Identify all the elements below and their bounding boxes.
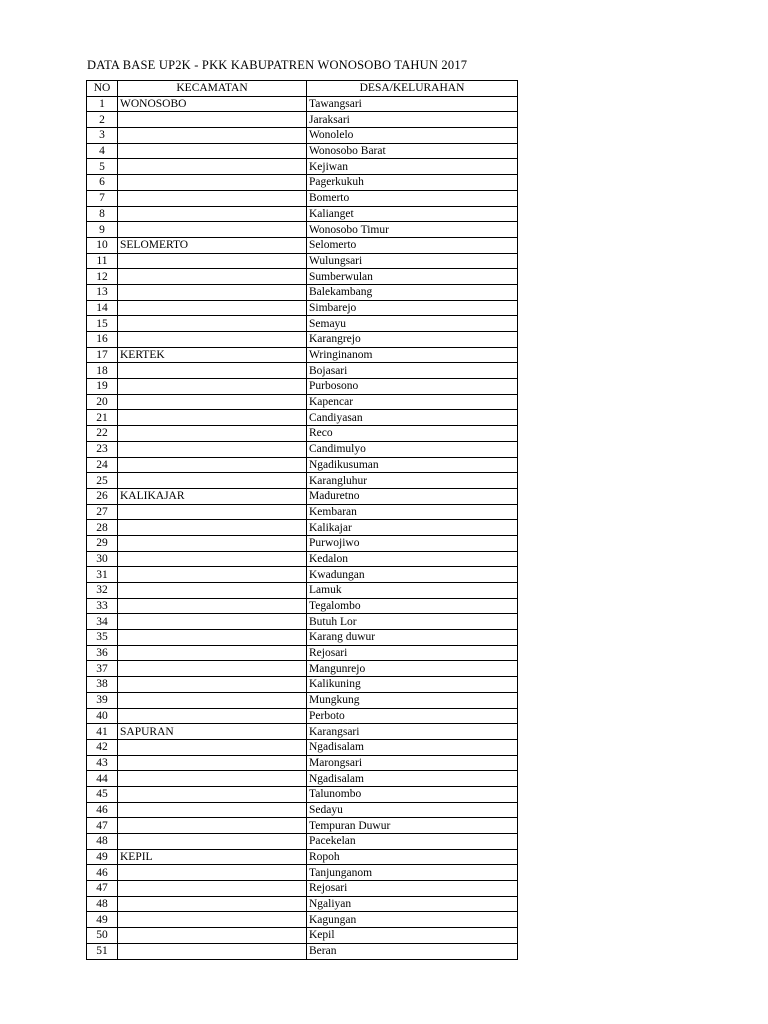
table-row: [87, 410, 518, 426]
row-kecamatan: [118, 206, 307, 222]
table-row: [87, 316, 518, 332]
table-row: [87, 755, 518, 771]
row-desa: Kalikuning: [307, 677, 518, 693]
row-kecamatan: [118, 786, 307, 802]
row-desa: Tanjunganom: [307, 865, 518, 881]
table-row: [87, 645, 518, 661]
row-number: 39: [87, 692, 118, 708]
row-kecamatan: [118, 284, 307, 300]
row-number: 35: [87, 630, 118, 646]
row-number: 42: [87, 739, 118, 755]
row-desa: Ropoh: [307, 849, 518, 865]
row-kecamatan: [118, 410, 307, 426]
row-number: 28: [87, 520, 118, 536]
row-number: 36: [87, 645, 118, 661]
table-row: [87, 661, 518, 677]
table-body: [87, 96, 518, 959]
row-desa: Lamuk: [307, 583, 518, 599]
row-kecamatan: [118, 567, 307, 583]
row-number: 6: [87, 175, 118, 191]
row-number: 27: [87, 504, 118, 520]
table-row: [87, 379, 518, 395]
row-desa: Wonosobo Timur: [307, 222, 518, 238]
row-desa: Candimulyo: [307, 441, 518, 457]
row-desa: Wringinanom: [307, 347, 518, 363]
row-number: 34: [87, 614, 118, 630]
row-desa: Pacekelan: [307, 834, 518, 850]
row-kecamatan: [118, 535, 307, 551]
table-row: [87, 928, 518, 944]
document-title: DATA BASE UP2K - PKK KABUPATREN WONOSOBO TAHUN 2017: [87, 58, 468, 72]
row-desa: Bojasari: [307, 363, 518, 379]
row-desa: Pagerkukuh: [307, 175, 518, 191]
row-desa: Rejosari: [307, 881, 518, 897]
table-row: [87, 865, 518, 881]
table-row: [87, 520, 518, 536]
row-number: 47: [87, 818, 118, 834]
row-kecamatan: [118, 379, 307, 395]
row-kecamatan: [118, 175, 307, 191]
row-kecamatan: [118, 881, 307, 897]
row-desa: Talunombo: [307, 786, 518, 802]
header-desa: DESA/KELURAHAN: [307, 81, 518, 97]
row-kecamatan: [118, 598, 307, 614]
row-desa: Kedalon: [307, 551, 518, 567]
table-row: [87, 175, 518, 191]
row-kecamatan: [118, 645, 307, 661]
row-number: 37: [87, 661, 118, 677]
row-desa: Sumberwulan: [307, 269, 518, 285]
table-row: [87, 143, 518, 159]
row-kecamatan: [118, 316, 307, 332]
row-kecamatan: [118, 928, 307, 944]
row-number: 49: [87, 912, 118, 928]
row-kecamatan: [118, 661, 307, 677]
row-desa: Mangunrejo: [307, 661, 518, 677]
row-kecamatan: [118, 253, 307, 269]
row-number: 8: [87, 206, 118, 222]
row-kecamatan: [118, 551, 307, 567]
row-desa: Ngadisalam: [307, 771, 518, 787]
row-kecamatan: SELOMERTO: [118, 237, 307, 253]
row-number: 13: [87, 284, 118, 300]
row-kecamatan: [118, 300, 307, 316]
table-row: [87, 504, 518, 520]
row-kecamatan: [118, 755, 307, 771]
row-number: 48: [87, 896, 118, 912]
table-row: [87, 332, 518, 348]
row-kecamatan: [118, 143, 307, 159]
row-desa: Bomerto: [307, 190, 518, 206]
row-desa: Perboto: [307, 708, 518, 724]
table-row: [87, 237, 518, 253]
row-kecamatan: [118, 426, 307, 442]
row-kecamatan: [118, 504, 307, 520]
row-kecamatan: KEPIL: [118, 849, 307, 865]
row-number: 46: [87, 802, 118, 818]
row-number: 33: [87, 598, 118, 614]
row-kecamatan: [118, 865, 307, 881]
row-kecamatan: [118, 457, 307, 473]
row-kecamatan: [118, 630, 307, 646]
table-row: [87, 190, 518, 206]
row-kecamatan: [118, 128, 307, 144]
table-row: [87, 692, 518, 708]
row-number: 10: [87, 237, 118, 253]
row-desa: Semayu: [307, 316, 518, 332]
row-number: 31: [87, 567, 118, 583]
row-desa: Selomerto: [307, 237, 518, 253]
row-number: 22: [87, 426, 118, 442]
table-row: [87, 363, 518, 379]
row-number: 51: [87, 943, 118, 959]
row-number: 16: [87, 332, 118, 348]
table-row: [87, 943, 518, 959]
row-desa: Kagungan: [307, 912, 518, 928]
row-number: 14: [87, 300, 118, 316]
table-row: [87, 551, 518, 567]
row-number: 49: [87, 849, 118, 865]
row-kecamatan: KALIKAJAR: [118, 488, 307, 504]
row-number: 15: [87, 316, 118, 332]
row-kecamatan: [118, 912, 307, 928]
header-no: NO: [87, 81, 118, 97]
row-desa: Butuh Lor: [307, 614, 518, 630]
row-desa: Tegalombo: [307, 598, 518, 614]
table-row: [87, 677, 518, 693]
row-number: 26: [87, 488, 118, 504]
village-table: [86, 80, 518, 960]
table-row: [87, 300, 518, 316]
table-row: [87, 708, 518, 724]
row-number: 45: [87, 786, 118, 802]
table-header-row: [87, 81, 518, 97]
row-kecamatan: [118, 943, 307, 959]
row-desa: Purwojiwo: [307, 535, 518, 551]
row-number: 32: [87, 583, 118, 599]
row-kecamatan: [118, 112, 307, 128]
row-desa: Karangluhur: [307, 473, 518, 489]
table-row: [87, 269, 518, 285]
table-row: [87, 128, 518, 144]
row-desa: Balekambang: [307, 284, 518, 300]
row-kecamatan: [118, 692, 307, 708]
row-desa: Candiyasan: [307, 410, 518, 426]
row-number: 2: [87, 112, 118, 128]
table-row: [87, 253, 518, 269]
row-number: 11: [87, 253, 118, 269]
row-number: 5: [87, 159, 118, 175]
table-row: [87, 818, 518, 834]
row-kecamatan: [118, 394, 307, 410]
row-desa: Mungkung: [307, 692, 518, 708]
row-desa: Jaraksari: [307, 112, 518, 128]
table-row: [87, 802, 518, 818]
table-row: [87, 159, 518, 175]
row-kecamatan: WONOSOBO: [118, 96, 307, 112]
row-kecamatan: [118, 708, 307, 724]
row-desa: Kwadungan: [307, 567, 518, 583]
row-number: 17: [87, 347, 118, 363]
table-row: [87, 567, 518, 583]
header-kecamatan: KECAMATAN: [118, 81, 307, 97]
row-desa: Ngadisalam: [307, 739, 518, 755]
table-row: [87, 222, 518, 238]
table-row: [87, 630, 518, 646]
row-number: 30: [87, 551, 118, 567]
row-desa: Marongsari: [307, 755, 518, 771]
row-number: 23: [87, 441, 118, 457]
row-kecamatan: [118, 834, 307, 850]
row-number: 20: [87, 394, 118, 410]
row-number: 41: [87, 724, 118, 740]
row-kecamatan: KERTEK: [118, 347, 307, 363]
table-row: [87, 771, 518, 787]
table-row: [87, 96, 518, 112]
row-desa: Kalianget: [307, 206, 518, 222]
table-row: [87, 473, 518, 489]
table-row: [87, 896, 518, 912]
row-desa: Tempuran Duwur: [307, 818, 518, 834]
table-row: [87, 912, 518, 928]
table-row: [87, 583, 518, 599]
row-number: 1: [87, 96, 118, 112]
row-desa: Purbosono: [307, 379, 518, 395]
row-desa: Beran: [307, 943, 518, 959]
row-number: 25: [87, 473, 118, 489]
row-kecamatan: [118, 222, 307, 238]
row-number: 4: [87, 143, 118, 159]
row-kecamatan: [118, 190, 307, 206]
row-kecamatan: [118, 441, 307, 457]
row-number: 40: [87, 708, 118, 724]
row-number: 9: [87, 222, 118, 238]
row-kecamatan: [118, 520, 307, 536]
table-row: [87, 426, 518, 442]
row-number: 47: [87, 881, 118, 897]
row-desa: Simbarejo: [307, 300, 518, 316]
table-row: [87, 206, 518, 222]
row-desa: Kapencar: [307, 394, 518, 410]
row-desa: Kejiwan: [307, 159, 518, 175]
table-row: [87, 849, 518, 865]
row-kecamatan: [118, 677, 307, 693]
row-desa: Kalikajar: [307, 520, 518, 536]
row-kecamatan: [118, 332, 307, 348]
table-row: [87, 598, 518, 614]
table-row: [87, 739, 518, 755]
row-desa: Kembaran: [307, 504, 518, 520]
table-row: [87, 347, 518, 363]
table-row: [87, 457, 518, 473]
row-desa: Ngaliyan: [307, 896, 518, 912]
row-number: 24: [87, 457, 118, 473]
table-row: [87, 284, 518, 300]
table-row: [87, 614, 518, 630]
row-kecamatan: [118, 614, 307, 630]
row-kecamatan: [118, 818, 307, 834]
table-row: [87, 786, 518, 802]
row-desa: Rejosari: [307, 645, 518, 661]
row-desa: Wonosobo Barat: [307, 143, 518, 159]
row-kecamatan: [118, 771, 307, 787]
row-number: 12: [87, 269, 118, 285]
row-number: 3: [87, 128, 118, 144]
table-row: [87, 535, 518, 551]
row-desa: Karangrejo: [307, 332, 518, 348]
row-desa: Wonolelo: [307, 128, 518, 144]
row-kecamatan: [118, 473, 307, 489]
row-kecamatan: [118, 583, 307, 599]
row-kecamatan: SAPURAN: [118, 724, 307, 740]
row-number: 19: [87, 379, 118, 395]
row-desa: Ngadikusuman: [307, 457, 518, 473]
row-desa: Karang duwur: [307, 630, 518, 646]
row-number: 21: [87, 410, 118, 426]
row-number: 46: [87, 865, 118, 881]
row-number: 29: [87, 535, 118, 551]
row-desa: Karangsari: [307, 724, 518, 740]
row-number: 50: [87, 928, 118, 944]
row-desa: Tawangsari: [307, 96, 518, 112]
table-row: [87, 881, 518, 897]
table-row: [87, 488, 518, 504]
table-row: [87, 112, 518, 128]
row-number: 38: [87, 677, 118, 693]
row-number: 43: [87, 755, 118, 771]
table-row: [87, 394, 518, 410]
row-kecamatan: [118, 363, 307, 379]
table-row: [87, 441, 518, 457]
table-row: [87, 724, 518, 740]
row-desa: Maduretno: [307, 488, 518, 504]
row-desa: Reco: [307, 426, 518, 442]
row-number: 48: [87, 834, 118, 850]
row-desa: Sedayu: [307, 802, 518, 818]
row-number: 44: [87, 771, 118, 787]
row-desa: Kepil: [307, 928, 518, 944]
row-kecamatan: [118, 896, 307, 912]
row-number: 18: [87, 363, 118, 379]
row-desa: Wulungsari: [307, 253, 518, 269]
row-kecamatan: [118, 269, 307, 285]
row-kecamatan: [118, 739, 307, 755]
row-kecamatan: [118, 802, 307, 818]
row-kecamatan: [118, 159, 307, 175]
table-row: [87, 834, 518, 850]
row-number: 7: [87, 190, 118, 206]
